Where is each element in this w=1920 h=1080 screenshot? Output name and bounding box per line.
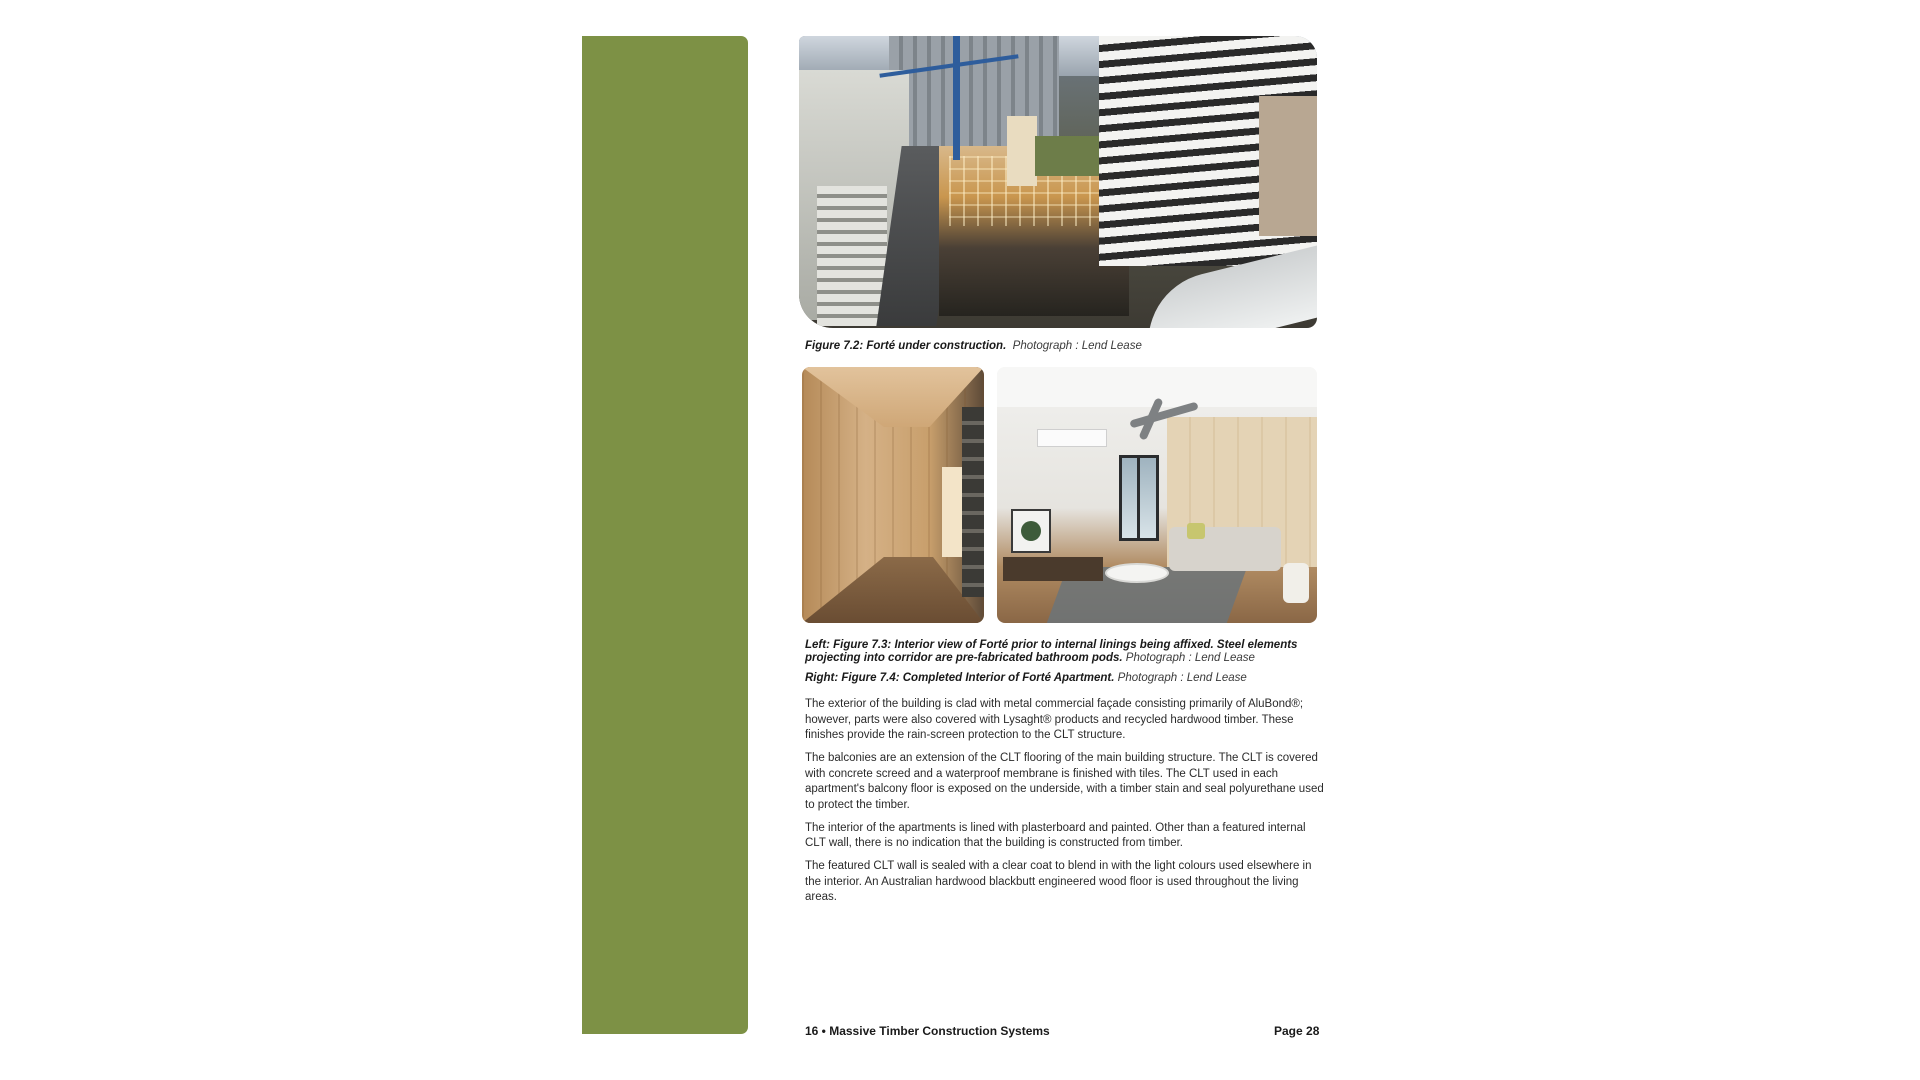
figure-7-3-credit: Photograph : Lend Lease <box>1125 652 1255 664</box>
figure-7-4-credit: Photograph : Lend Lease <box>1117 672 1247 684</box>
photo-artwork-detail <box>1021 521 1041 541</box>
figure-7-2-credit: Photograph : Lend Lease <box>1012 340 1142 352</box>
photo-cushion <box>1187 523 1205 539</box>
green-sidebar-band <box>582 36 748 1034</box>
photo-side-stool <box>1283 563 1309 603</box>
body-text <box>805 697 1325 913</box>
photo-building-core <box>1007 116 1037 186</box>
photo-coffee-table <box>1105 563 1169 583</box>
body-paragraph: The featured CLT wall is sealed with a clear coat to blend in with the light colours used elsewhere in the interior. An Australian hardwood blackbutt engineered wood floor is used throughout the living areas. <box>805 860 1312 903</box>
photo-console-table <box>1003 557 1103 581</box>
photo-air-conditioner <box>1037 429 1107 447</box>
photo-crane <box>953 36 960 160</box>
construction-photo <box>799 36 1317 328</box>
figure-7-2-title: Figure 7.2: Forté under construction. <box>805 340 1007 352</box>
corridor-photo <box>802 367 984 623</box>
photo-bathroom-pod-steel <box>962 407 984 597</box>
footer-page-number: Page 28 <box>1274 1024 1320 1038</box>
body-paragraph: The interior of the apartments is lined with plasterboard and painted. Other than a featured internal CLT wall, there is no indication that the building is constructed from timber. <box>805 821 1306 849</box>
figure-7-2-caption <box>805 340 1325 353</box>
figure-7-3-title: Left: Figure 7.3: Interior view of Forté prior to internal linings being affixed. Steel elements projecting into corridor are pre-fabricated bathroom pods. <box>805 639 1298 664</box>
apartment-photo <box>997 367 1317 623</box>
photo-right-building <box>1259 96 1317 236</box>
figure-7-3-caption <box>805 639 1325 665</box>
photo-window-mullion <box>1137 455 1140 541</box>
photo-left-townhouses <box>817 186 887 326</box>
body-paragraph: The exterior of the building is clad with metal commercial façade consisting primarily of AluBond®; however, parts were also covered with Lysaght® products and recycled hardwood timber. These finishes provide the rain-screen protection to the CLT structure. <box>805 698 1304 741</box>
figure-7-4-title: Right: Figure 7.4: Completed Interior of Forté Apartment. <box>805 672 1115 684</box>
photo-sofa <box>1169 527 1281 571</box>
footer-publication-title: 16 • Massive Timber Construction Systems <box>805 1024 1050 1038</box>
figure-7-4-caption <box>805 672 1325 685</box>
body-paragraph: The balconies are an extension of the CLT flooring of the main building structure. The CLT is covered with concrete screed and a waterproof membrane is finished with tiles. The CLT used in each apartment's balcony floor is exposed on the underside, with a timber stain and seal polyurethane used to protect the timber. <box>805 752 1324 811</box>
